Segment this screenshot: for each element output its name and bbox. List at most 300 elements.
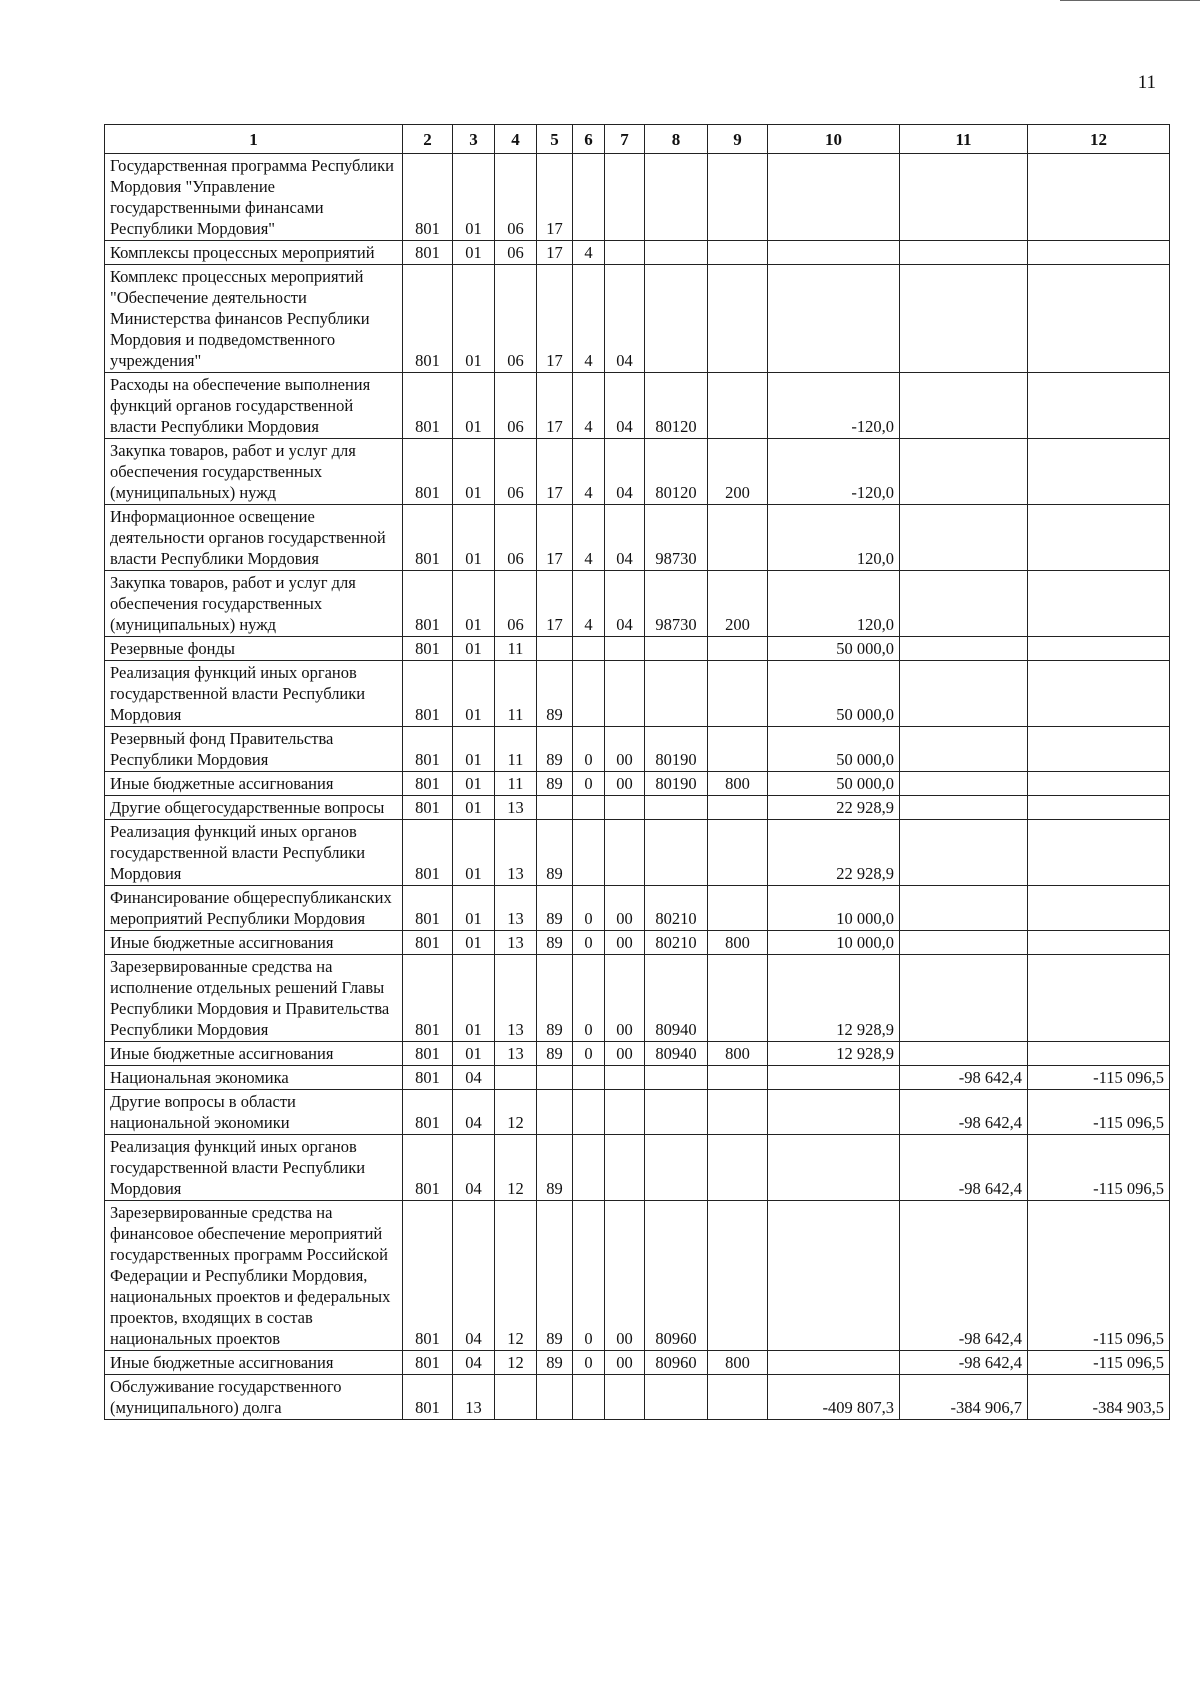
cell-col-6: 0: [573, 1042, 605, 1066]
cell-col-12: -115 096,5: [1028, 1201, 1170, 1351]
cell-col-2: 801: [403, 1090, 453, 1135]
cell-col-11: -98 642,4: [900, 1066, 1028, 1090]
cell-col-4: 06: [495, 154, 537, 241]
row-name-cell: Комплексы процессных мероприятий: [105, 241, 403, 265]
cell-col-3: 01: [453, 637, 495, 661]
column-header-2: 2: [403, 125, 453, 154]
cell-col-6: 4: [573, 505, 605, 571]
cell-col-10: [768, 265, 900, 373]
cell-col-2: 801: [403, 265, 453, 373]
cell-col-6: 0: [573, 1351, 605, 1375]
row-name-cell: Закупка товаров, работ и услуг для обеспечения государственных (муниципальных) нужд: [105, 571, 403, 637]
cell-col-3: 01: [453, 571, 495, 637]
cell-col-3: 01: [453, 241, 495, 265]
cell-col-4: 13: [495, 796, 537, 820]
cell-col-2: 801: [403, 1201, 453, 1351]
cell-col-7: 00: [605, 727, 645, 772]
cell-col-3: 01: [453, 505, 495, 571]
cell-col-7: 04: [605, 439, 645, 505]
cell-col-3: 01: [453, 796, 495, 820]
cell-col-12: [1028, 571, 1170, 637]
row-name-cell: Иные бюджетные ассигнования: [105, 1042, 403, 1066]
cell-col-8: 80190: [645, 772, 708, 796]
cell-col-11: [900, 796, 1028, 820]
cell-col-6: 0: [573, 931, 605, 955]
cell-col-10: -120,0: [768, 439, 900, 505]
cell-col-9: 200: [708, 571, 768, 637]
header-row: [105, 125, 1170, 154]
cell-col-10: 120,0: [768, 505, 900, 571]
cell-col-10: [768, 1201, 900, 1351]
cell-col-9: [708, 265, 768, 373]
cell-col-10: 120,0: [768, 571, 900, 637]
cell-col-5: 89: [537, 727, 573, 772]
table-row: [105, 1351, 1170, 1375]
column-header-1: 1: [105, 125, 403, 154]
cell-col-2: 801: [403, 772, 453, 796]
cell-col-10: 12 928,9: [768, 1042, 900, 1066]
cell-col-6: [573, 1066, 605, 1090]
cell-col-5: [537, 1090, 573, 1135]
cell-col-9: 800: [708, 931, 768, 955]
column-header-8: 8: [645, 125, 708, 154]
cell-col-10: [768, 1066, 900, 1090]
cell-col-12: [1028, 931, 1170, 955]
row-name-cell: Информационное освещение деятельности органов государственной власти Республики Мордовия: [105, 505, 403, 571]
row-name-cell: Реализация функций иных органов государственной власти Республики Мордовия: [105, 661, 403, 727]
cell-col-12: -115 096,5: [1028, 1351, 1170, 1375]
row-name-cell: Обслуживание государственного (муниципального) долга: [105, 1375, 403, 1420]
cell-col-9: [708, 661, 768, 727]
cell-col-10: 12 928,9: [768, 955, 900, 1042]
cell-col-5: 17: [537, 439, 573, 505]
cell-col-12: -384 903,5: [1028, 1375, 1170, 1420]
cell-col-9: [708, 955, 768, 1042]
cell-col-7: 00: [605, 772, 645, 796]
cell-col-5: [537, 796, 573, 820]
cell-col-12: [1028, 727, 1170, 772]
cell-col-6: 0: [573, 772, 605, 796]
cell-col-8: [645, 820, 708, 886]
cell-col-7: 04: [605, 571, 645, 637]
cell-col-12: [1028, 886, 1170, 931]
cell-col-6: 0: [573, 886, 605, 931]
cell-col-4: 12: [495, 1135, 537, 1201]
cell-col-2: 801: [403, 439, 453, 505]
cell-col-3: 01: [453, 727, 495, 772]
table-row: [105, 886, 1170, 931]
column-header-5: 5: [537, 125, 573, 154]
cell-col-8: [645, 637, 708, 661]
cell-col-6: [573, 796, 605, 820]
cell-col-10: -120,0: [768, 373, 900, 439]
cell-col-5: 89: [537, 1042, 573, 1066]
cell-col-9: [708, 796, 768, 820]
cell-col-3: 04: [453, 1090, 495, 1135]
cell-col-8: 80940: [645, 1042, 708, 1066]
cell-col-5: 89: [537, 1135, 573, 1201]
cell-col-11: -98 642,4: [900, 1135, 1028, 1201]
table-row: [105, 1042, 1170, 1066]
cell-col-9: 200: [708, 439, 768, 505]
column-header-6: 6: [573, 125, 605, 154]
cell-col-6: [573, 1375, 605, 1420]
cell-col-7: 00: [605, 955, 645, 1042]
cell-col-3: 01: [453, 955, 495, 1042]
table-row: [105, 1201, 1170, 1351]
cell-col-8: [645, 1090, 708, 1135]
cell-col-2: 801: [403, 661, 453, 727]
table-row: [105, 931, 1170, 955]
cell-col-6: [573, 637, 605, 661]
cell-col-3: 04: [453, 1201, 495, 1351]
cell-col-4: 11: [495, 637, 537, 661]
cell-col-11: [900, 373, 1028, 439]
cell-col-2: 801: [403, 373, 453, 439]
table-row: [105, 1066, 1170, 1090]
cell-col-8: 98730: [645, 571, 708, 637]
cell-col-2: 801: [403, 1042, 453, 1066]
cell-col-8: 80190: [645, 727, 708, 772]
cell-col-2: 801: [403, 241, 453, 265]
cell-col-7: 00: [605, 1042, 645, 1066]
table-row: [105, 505, 1170, 571]
cell-col-4: 06: [495, 373, 537, 439]
column-header-7: 7: [605, 125, 645, 154]
cell-col-8: 80210: [645, 886, 708, 931]
cell-col-3: 01: [453, 772, 495, 796]
cell-col-11: -384 906,7: [900, 1375, 1028, 1420]
cell-col-12: [1028, 772, 1170, 796]
row-name-cell: Иные бюджетные ассигнования: [105, 772, 403, 796]
page-number: 11: [1137, 72, 1156, 93]
cell-col-6: 4: [573, 571, 605, 637]
cell-col-3: 01: [453, 1042, 495, 1066]
cell-col-7: 00: [605, 1351, 645, 1375]
cell-col-6: 0: [573, 727, 605, 772]
cell-col-5: 89: [537, 955, 573, 1042]
cell-col-2: 801: [403, 571, 453, 637]
cell-col-6: 4: [573, 241, 605, 265]
table-row: [105, 1375, 1170, 1420]
cell-col-2: 801: [403, 886, 453, 931]
table-row: [105, 661, 1170, 727]
column-header-4: 4: [495, 125, 537, 154]
cell-col-7: [605, 1090, 645, 1135]
cell-col-5: 89: [537, 931, 573, 955]
cell-col-2: 801: [403, 727, 453, 772]
cell-col-10: 10 000,0: [768, 931, 900, 955]
cell-col-8: 80960: [645, 1351, 708, 1375]
cell-col-8: [645, 796, 708, 820]
cell-col-3: 01: [453, 265, 495, 373]
column-header-12: 12: [1028, 125, 1170, 154]
cell-col-7: [605, 796, 645, 820]
cell-col-10: 50 000,0: [768, 661, 900, 727]
cell-col-4: 11: [495, 772, 537, 796]
cell-col-6: [573, 154, 605, 241]
cell-col-8: [645, 154, 708, 241]
row-name-cell: Комплекс процессных мероприятий "Обеспечение деятельности Министерства финансов Республики Мордовия и подведомственного учреждения": [105, 265, 403, 373]
cell-col-9: 800: [708, 1042, 768, 1066]
cell-col-4: 06: [495, 571, 537, 637]
cell-col-9: [708, 1090, 768, 1135]
cell-col-6: 0: [573, 1201, 605, 1351]
cell-col-10: 10 000,0: [768, 886, 900, 931]
cell-col-9: [708, 1135, 768, 1201]
table-row: [105, 637, 1170, 661]
cell-col-4: 12: [495, 1351, 537, 1375]
cell-col-10: 50 000,0: [768, 637, 900, 661]
cell-col-8: 80960: [645, 1201, 708, 1351]
cell-col-8: 98730: [645, 505, 708, 571]
cell-col-11: [900, 661, 1028, 727]
column-header-3: 3: [453, 125, 495, 154]
cell-col-10: [768, 241, 900, 265]
cell-col-10: [768, 154, 900, 241]
cell-col-11: [900, 727, 1028, 772]
cell-col-7: [605, 637, 645, 661]
cell-col-4: 06: [495, 505, 537, 571]
cell-col-4: 06: [495, 241, 537, 265]
cell-col-5: 17: [537, 241, 573, 265]
cell-col-9: [708, 505, 768, 571]
cell-col-3: 01: [453, 154, 495, 241]
row-name-cell: Иные бюджетные ассигнования: [105, 931, 403, 955]
row-name-cell: Зарезервированные средства на исполнение отдельных решений Главы Республики Мордовия и Правительства Республики Мордовия: [105, 955, 403, 1042]
cell-col-11: [900, 772, 1028, 796]
cell-col-4: [495, 1375, 537, 1420]
cell-col-12: [1028, 265, 1170, 373]
row-name-cell: Другие вопросы в области национальной экономики: [105, 1090, 403, 1135]
cell-col-7: [605, 154, 645, 241]
cell-col-6: 4: [573, 439, 605, 505]
cell-col-10: [768, 1351, 900, 1375]
cell-col-11: -98 642,4: [900, 1201, 1028, 1351]
cell-col-7: 04: [605, 265, 645, 373]
cell-col-8: [645, 241, 708, 265]
cell-col-11: [900, 955, 1028, 1042]
cell-col-5: 89: [537, 1201, 573, 1351]
column-header-10: 10: [768, 125, 900, 154]
row-name-cell: Иные бюджетные ассигнования: [105, 1351, 403, 1375]
cell-col-5: [537, 1375, 573, 1420]
cell-col-10: 22 928,9: [768, 796, 900, 820]
cell-col-4: 06: [495, 439, 537, 505]
cell-col-4: 12: [495, 1201, 537, 1351]
cell-col-9: 800: [708, 772, 768, 796]
cell-col-5: [537, 1066, 573, 1090]
cell-col-12: -115 096,5: [1028, 1090, 1170, 1135]
cell-col-2: 801: [403, 1351, 453, 1375]
cell-col-2: 801: [403, 820, 453, 886]
cell-col-7: 00: [605, 931, 645, 955]
cell-col-12: [1028, 373, 1170, 439]
cell-col-12: [1028, 505, 1170, 571]
cell-col-9: [708, 1375, 768, 1420]
cell-col-12: -115 096,5: [1028, 1135, 1170, 1201]
cell-col-11: [900, 154, 1028, 241]
cell-col-2: 801: [403, 931, 453, 955]
cell-col-11: [900, 439, 1028, 505]
cell-col-5: [537, 637, 573, 661]
cell-col-3: 01: [453, 931, 495, 955]
cell-col-3: 01: [453, 820, 495, 886]
cell-col-5: 17: [537, 505, 573, 571]
cell-col-8: [645, 661, 708, 727]
row-name-cell: Другие общегосударственные вопросы: [105, 796, 403, 820]
cell-col-5: 17: [537, 265, 573, 373]
row-name-cell: Резервный фонд Правительства Республики Мордовия: [105, 727, 403, 772]
cell-col-4: 12: [495, 1090, 537, 1135]
cell-col-9: 800: [708, 1351, 768, 1375]
cell-col-11: [900, 886, 1028, 931]
cell-col-11: [900, 637, 1028, 661]
cell-col-2: 801: [403, 1135, 453, 1201]
cell-col-7: [605, 1135, 645, 1201]
cell-col-8: [645, 1066, 708, 1090]
cell-col-11: -98 642,4: [900, 1351, 1028, 1375]
cell-col-11: [900, 265, 1028, 373]
cell-col-12: [1028, 796, 1170, 820]
cell-col-6: 4: [573, 373, 605, 439]
top-rule: [1060, 0, 1200, 1]
cell-col-2: 801: [403, 637, 453, 661]
cell-col-8: [645, 1375, 708, 1420]
cell-col-9: [708, 886, 768, 931]
cell-col-10: 50 000,0: [768, 727, 900, 772]
cell-col-12: [1028, 637, 1170, 661]
cell-col-2: 801: [403, 154, 453, 241]
cell-col-7: 04: [605, 373, 645, 439]
cell-col-6: [573, 1090, 605, 1135]
cell-col-8: 80120: [645, 373, 708, 439]
cell-col-9: [708, 373, 768, 439]
cell-col-4: 13: [495, 886, 537, 931]
cell-col-4: [495, 1066, 537, 1090]
cell-col-7: 04: [605, 505, 645, 571]
cell-col-9: [708, 1201, 768, 1351]
cell-col-12: [1028, 154, 1170, 241]
table-body: [105, 154, 1170, 1420]
cell-col-11: [900, 241, 1028, 265]
cell-col-2: 801: [403, 505, 453, 571]
cell-col-7: 00: [605, 886, 645, 931]
row-name-cell: Реализация функций иных органов государственной власти Республики Мордовия: [105, 820, 403, 886]
budget-table: [104, 124, 1170, 1420]
cell-col-7: 00: [605, 1201, 645, 1351]
cell-col-6: [573, 820, 605, 886]
cell-col-3: 04: [453, 1135, 495, 1201]
cell-col-7: [605, 1375, 645, 1420]
cell-col-8: [645, 1135, 708, 1201]
cell-col-5: 17: [537, 373, 573, 439]
cell-col-12: [1028, 955, 1170, 1042]
cell-col-11: [900, 820, 1028, 886]
cell-col-2: 801: [403, 1375, 453, 1420]
cell-col-9: [708, 154, 768, 241]
cell-col-5: 89: [537, 886, 573, 931]
cell-col-4: 11: [495, 661, 537, 727]
cell-col-6: [573, 1135, 605, 1201]
cell-col-7: [605, 661, 645, 727]
cell-col-8: 80120: [645, 439, 708, 505]
column-header-11: 11: [900, 125, 1028, 154]
cell-col-12: [1028, 820, 1170, 886]
cell-col-12: [1028, 661, 1170, 727]
cell-col-10: 50 000,0: [768, 772, 900, 796]
table-row: [105, 1135, 1170, 1201]
table-row: [105, 571, 1170, 637]
table-row: [105, 796, 1170, 820]
cell-col-11: [900, 505, 1028, 571]
cell-col-4: 13: [495, 955, 537, 1042]
cell-col-5: 89: [537, 1351, 573, 1375]
cell-col-12: -115 096,5: [1028, 1066, 1170, 1090]
cell-col-5: 17: [537, 154, 573, 241]
cell-col-3: 01: [453, 373, 495, 439]
cell-col-4: 13: [495, 820, 537, 886]
cell-col-10: [768, 1135, 900, 1201]
table-row: [105, 154, 1170, 241]
row-name-cell: Государственная программа Республики Мордовия "Управление государственными финансами Республики Мордовия": [105, 154, 403, 241]
cell-col-2: 801: [403, 1066, 453, 1090]
table-row: [105, 1090, 1170, 1135]
row-name-cell: Реализация функций иных органов государственной власти Республики Мордовия: [105, 1135, 403, 1201]
cell-col-9: [708, 241, 768, 265]
row-name-cell: Национальная экономика: [105, 1066, 403, 1090]
table-row: [105, 439, 1170, 505]
cell-col-7: [605, 241, 645, 265]
cell-col-4: 06: [495, 265, 537, 373]
row-name-cell: Зарезервированные средства на финансовое обеспечение мероприятий государственных программ Российской Федерации и Республики Мордовия, национальных проектов и федеральных проектов, входящих в состав национальных проектов: [105, 1201, 403, 1351]
cell-col-8: [645, 265, 708, 373]
cell-col-9: [708, 820, 768, 886]
cell-col-3: 04: [453, 1066, 495, 1090]
cell-col-10: 22 928,9: [768, 820, 900, 886]
table-row: [105, 727, 1170, 772]
table-row: [105, 955, 1170, 1042]
cell-col-11: [900, 931, 1028, 955]
row-name-cell: Закупка товаров, работ и услуг для обеспечения государственных (муниципальных) нужд: [105, 439, 403, 505]
cell-col-2: 801: [403, 955, 453, 1042]
table-row: [105, 265, 1170, 373]
row-name-cell: Расходы на обеспечение выполнения функций органов государственной власти Республики Мордовия: [105, 373, 403, 439]
cell-col-7: [605, 1066, 645, 1090]
cell-col-12: [1028, 439, 1170, 505]
cell-col-5: 89: [537, 772, 573, 796]
column-header-9: 9: [708, 125, 768, 154]
cell-col-5: 17: [537, 571, 573, 637]
cell-col-5: 89: [537, 820, 573, 886]
cell-col-10: [768, 1090, 900, 1135]
table-row: [105, 820, 1170, 886]
table-row: [105, 241, 1170, 265]
cell-col-10: -409 807,3: [768, 1375, 900, 1420]
cell-col-12: [1028, 1042, 1170, 1066]
cell-col-3: 01: [453, 661, 495, 727]
cell-col-11: [900, 1042, 1028, 1066]
cell-col-6: 4: [573, 265, 605, 373]
cell-col-7: [605, 820, 645, 886]
table-row: [105, 373, 1170, 439]
cell-col-8: 80210: [645, 931, 708, 955]
cell-col-4: 11: [495, 727, 537, 772]
table-row: [105, 772, 1170, 796]
cell-col-6: [573, 661, 605, 727]
cell-col-3: 13: [453, 1375, 495, 1420]
cell-col-8: 80940: [645, 955, 708, 1042]
